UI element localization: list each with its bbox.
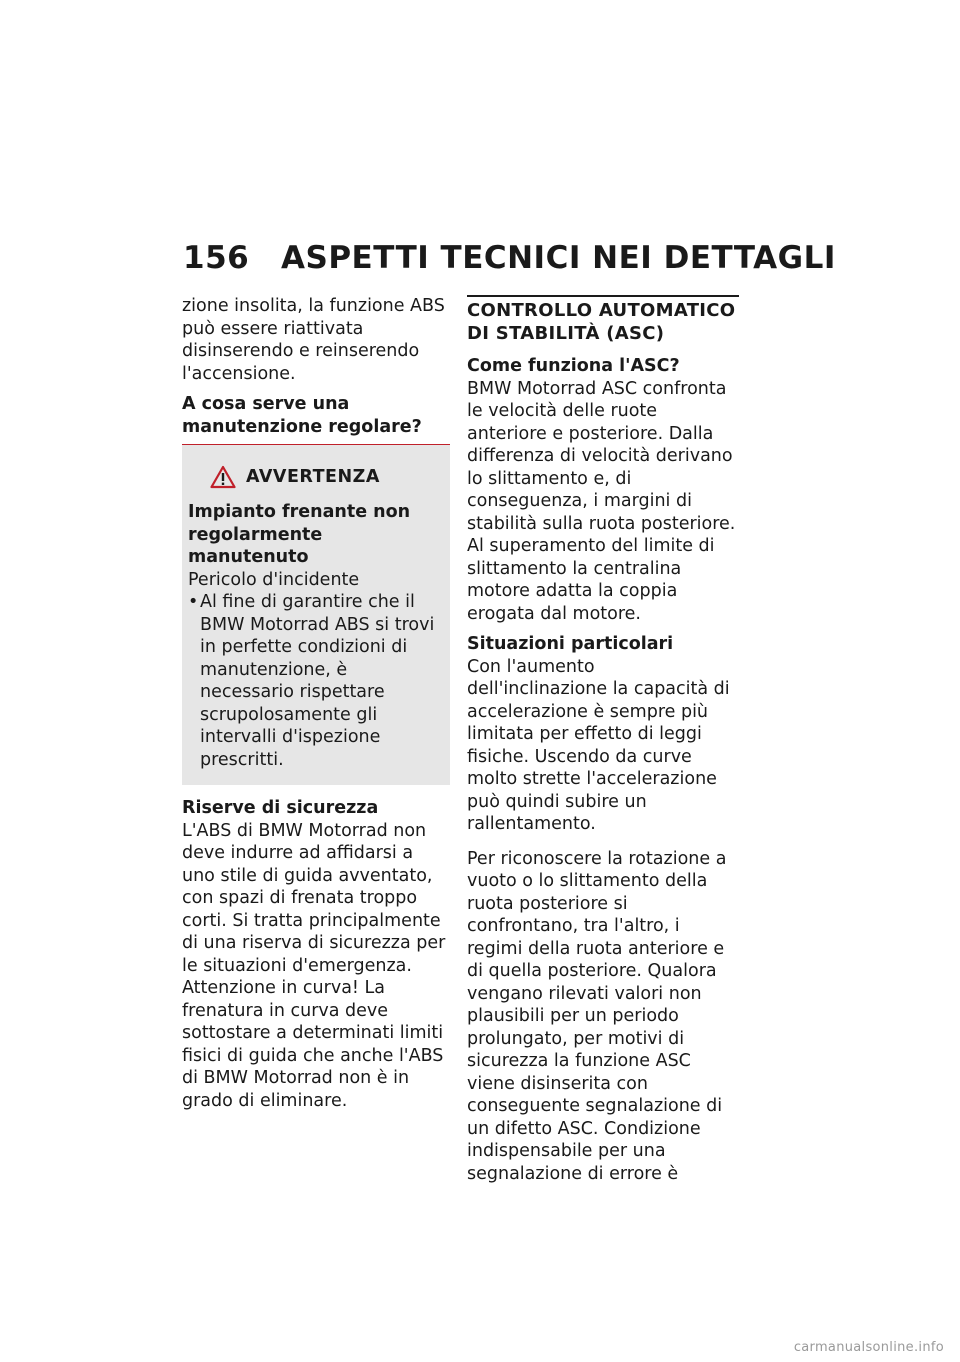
warning-bullet [188, 591, 438, 771]
warning-label: AVVERTENZA [246, 466, 380, 487]
warning-box [182, 445, 450, 785]
chapter-title: ASPETTI TECNICI NEI DETTAGLI [281, 240, 836, 276]
warning-triangle-icon [210, 465, 236, 489]
page-number: 156 [183, 240, 250, 276]
right-column [467, 295, 739, 1193]
special-situations-heading: Situazioni particolari [467, 634, 674, 654]
page-header [183, 240, 836, 276]
maintenance-heading: A cosa serve una manutenzione regolare? [182, 394, 422, 437]
danger-text: Pericolo d'incidente [188, 569, 360, 590]
watermark: carmanualsonline.info [793, 1340, 944, 1355]
bullet-dot-icon: • [188, 592, 199, 612]
how-it-works-text: BMW Motorrad ASC confronta le velocità delle ruote anteriore e posteriore. Dalla differenza di velocità derivano lo slittamento e, di conseguenza, i margini di stabilità sulla ruota posteriore. Al superamento del limite di slittamento la centralina motore adatta la coppia erogata dal motore. [467, 378, 736, 624]
safety-reserve-text: L'ABS di BMW Motorrad non deve indurre ad affidarsi a uno stile di guida avventato, con spazi di frenata troppo corti. Si tratta principalmente di una riserva di sicurezza per le situazioni d'emergenza. [182, 820, 446, 976]
section-title: CONTROLLO AUTOMATICO DI STABILITÀ (ASC) [467, 295, 739, 345]
warning-bullet-text: Al fine di garantire che il BMW Motorrad ABS si trovi in perfette condizioni di manutenzione, è necessario rispettare scrupolosamente gli intervalli d'ispezione prescritti. [200, 592, 435, 770]
safety-reserve-heading: Riserve di sicurezza [182, 798, 379, 818]
special-situations-text: Con l'aumento dell'inclinazione la capacità di accelerazione è sempre più limitata per effetto di leggi fisiche. Uscendo da curve molto strette l'accelerazione può quindi subire un rallentamento. [467, 656, 730, 834]
warning-title [210, 465, 438, 489]
curve-warning-text: Attenzione in curva! La frenatura in curva deve sottostare a determinati limiti fisici di guida che anche l'ABS di BMW Motorrad non è in grado di eliminare. [182, 978, 444, 1111]
warning-subheading: Impianto frenante non regolarmente manutenuto [188, 502, 411, 567]
left-column [182, 295, 450, 1120]
wheel-spin-detection-text: Per riconoscere la rotazione a vuoto o lo slittamento della ruota posteriore si confrontano, tra l'altro, i regimi della ruota anteriore e di quella posteriore. Qualora vengano rilevati valori non plausibili per un periodo prolungato, per motivi di sicurezza la funzione ASC viene disinserita con conseguente segnalazione di un difetto ASC. Condizione indispensabile per una segnalazione di errore è [467, 848, 727, 1184]
warning-body [188, 501, 438, 771]
how-it-works-heading: Come funziona l'ASC? [467, 356, 680, 376]
abs-intro-text: zione insolita, la funzione ABS può essere riattivata disinserendo e reinserendo l'accensione. [182, 296, 445, 384]
